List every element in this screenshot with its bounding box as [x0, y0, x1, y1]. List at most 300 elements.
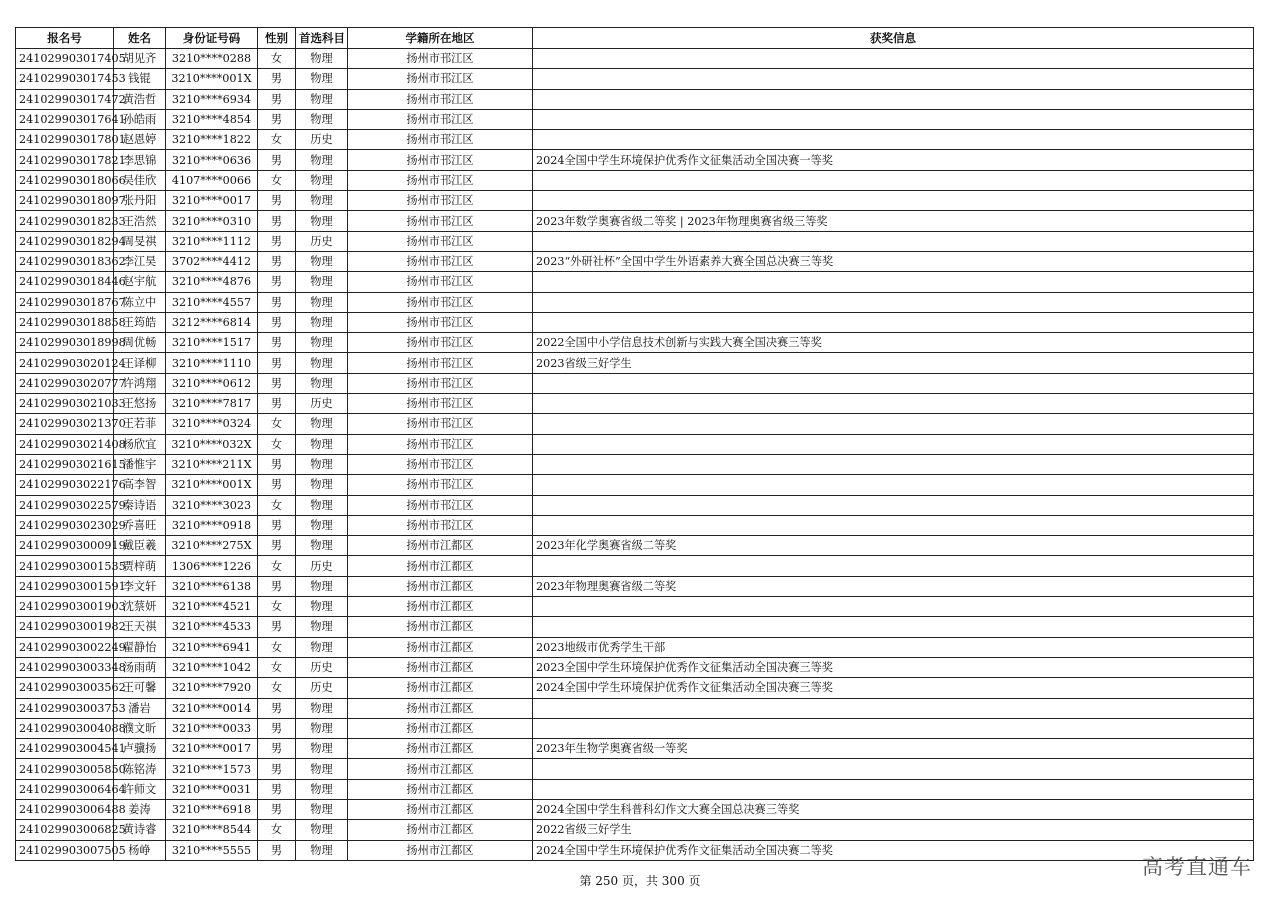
gender-cell: 男 — [258, 799, 296, 819]
name-cell: 戴臣羲 — [114, 536, 166, 556]
table-row — [16, 49, 1254, 69]
gender-cell: 女 — [258, 556, 296, 576]
registration-number-cell: 241029903017801 — [16, 130, 114, 150]
subject-cell: 物理 — [296, 617, 348, 637]
name-cell: 黄诗睿 — [114, 820, 166, 840]
region-cell: 扬州市江都区 — [348, 657, 533, 677]
region-cell: 扬州市邗江区 — [348, 231, 533, 251]
awards-cell: 2023省级三好学生 — [533, 353, 1254, 373]
awards-cell — [533, 698, 1254, 718]
subject-cell: 历史 — [296, 657, 348, 677]
gender-cell: 男 — [258, 576, 296, 596]
name-cell: 许鸿翔 — [114, 373, 166, 393]
region-cell: 扬州市邗江区 — [348, 475, 533, 495]
id-number-cell: 3210****0636 — [166, 150, 258, 170]
gender-cell: 女 — [258, 495, 296, 515]
subject-cell: 历史 — [296, 556, 348, 576]
registration-number-cell: 241029903018294 — [16, 231, 114, 251]
awards-cell — [533, 373, 1254, 393]
id-number-cell: 3210****4876 — [166, 272, 258, 292]
gender-cell: 男 — [258, 69, 296, 89]
registration-number-cell: 241029903021370 — [16, 414, 114, 434]
name-cell: 王筠皓 — [114, 312, 166, 332]
name-cell: 乔喜旺 — [114, 515, 166, 535]
table-row — [16, 576, 1254, 596]
registration-number-cell: 241029903020124 — [16, 353, 114, 373]
subject-cell: 物理 — [296, 576, 348, 596]
region-cell: 扬州市江都区 — [348, 617, 533, 637]
page-footer: 第 250 页，共 300 页 — [579, 874, 701, 888]
table-row — [16, 718, 1254, 738]
name-cell: 王可馨 — [114, 678, 166, 698]
subject-cell: 物理 — [296, 739, 348, 759]
subject-cell: 物理 — [296, 495, 348, 515]
table-row — [16, 150, 1254, 170]
name-cell: 贾梓萌 — [114, 556, 166, 576]
name-cell: 陈立中 — [114, 292, 166, 312]
registration-number-cell: 241029903006464 — [16, 779, 114, 799]
name-cell: 李思锦 — [114, 150, 166, 170]
subject-cell: 历史 — [296, 130, 348, 150]
id-number-cell: 3210****1042 — [166, 657, 258, 677]
awards-cell — [533, 312, 1254, 332]
registration-number-cell: 241029903004541 — [16, 739, 114, 759]
table-row — [16, 333, 1254, 353]
awards-cell: 2022省级三好学生 — [533, 820, 1254, 840]
subject-cell: 物理 — [296, 272, 348, 292]
id-number-cell: 3210****0033 — [166, 718, 258, 738]
region-cell: 扬州市江都区 — [348, 637, 533, 657]
table-row — [16, 840, 1254, 860]
region-cell: 扬州市邗江区 — [348, 130, 533, 150]
id-number-cell: 3210****6138 — [166, 576, 258, 596]
id-number-cell: 3210****0918 — [166, 515, 258, 535]
subject-cell: 物理 — [296, 597, 348, 617]
awards-cell: 2023地级市优秀学生干部 — [533, 637, 1254, 657]
id-number-cell: 3212****6814 — [166, 312, 258, 332]
id-number-cell: 3210****0288 — [166, 49, 258, 69]
gender-cell: 男 — [258, 109, 296, 129]
table-row — [16, 739, 1254, 759]
col-gender-header: 性别 — [258, 28, 296, 49]
awards-cell: 2023年化学奥赛省级二等奖 — [533, 536, 1254, 556]
gender-cell: 男 — [258, 353, 296, 373]
name-cell: 濮文昕 — [114, 718, 166, 738]
id-number-cell: 3210****1822 — [166, 130, 258, 150]
registration-number-cell: 241029903021408 — [16, 434, 114, 454]
id-number-cell: 3210****0324 — [166, 414, 258, 434]
table-row — [16, 231, 1254, 251]
name-cell: 许师文 — [114, 779, 166, 799]
table-row — [16, 779, 1254, 799]
gender-cell: 男 — [258, 373, 296, 393]
region-cell: 扬州市邗江区 — [348, 89, 533, 109]
col-subject-header: 首选科目 — [296, 28, 348, 49]
subject-cell: 物理 — [296, 840, 348, 860]
table-row — [16, 637, 1254, 657]
region-cell: 扬州市江都区 — [348, 556, 533, 576]
name-cell: 赵宇航 — [114, 272, 166, 292]
table-header-row — [16, 28, 1254, 49]
region-cell: 扬州市江都区 — [348, 759, 533, 779]
name-cell: 周旻祺 — [114, 231, 166, 251]
gender-cell: 女 — [258, 49, 296, 69]
region-cell: 扬州市江都区 — [348, 718, 533, 738]
registration-number-cell: 241029903017641 — [16, 109, 114, 129]
subject-cell: 物理 — [296, 799, 348, 819]
awards-cell — [533, 69, 1254, 89]
name-cell: 卢骥扬 — [114, 739, 166, 759]
subject-cell: 物理 — [296, 333, 348, 353]
awards-cell — [533, 454, 1254, 474]
registration-number-cell: 241029903020777 — [16, 373, 114, 393]
registration-number-cell: 241029903006488 — [16, 799, 114, 819]
award-list-table — [15, 27, 1254, 861]
awards-cell — [533, 495, 1254, 515]
name-cell: 李文轩 — [114, 576, 166, 596]
id-number-cell: 3210****7920 — [166, 678, 258, 698]
gender-cell: 男 — [258, 312, 296, 332]
gender-cell: 女 — [258, 678, 296, 698]
id-number-cell: 3210****6934 — [166, 89, 258, 109]
id-number-cell: 3210****8544 — [166, 820, 258, 840]
region-cell: 扬州市邗江区 — [348, 69, 533, 89]
name-cell: 潘岩 — [114, 698, 166, 718]
subject-cell: 物理 — [296, 475, 348, 495]
table-row — [16, 515, 1254, 535]
gender-cell: 女 — [258, 170, 296, 190]
table-row — [16, 495, 1254, 515]
id-number-cell: 3702****4412 — [166, 251, 258, 271]
name-cell: 王悠扬 — [114, 394, 166, 414]
registration-number-cell: 241029903001591 — [16, 576, 114, 596]
gender-cell: 男 — [258, 536, 296, 556]
table-row — [16, 556, 1254, 576]
id-number-cell: 3210****0017 — [166, 739, 258, 759]
awards-cell — [533, 617, 1254, 637]
id-number-cell: 3210****1573 — [166, 759, 258, 779]
id-number-cell: 1306****1226 — [166, 556, 258, 576]
gender-cell: 女 — [258, 414, 296, 434]
region-cell: 扬州市江都区 — [348, 799, 533, 819]
id-number-cell: 4107****0066 — [166, 170, 258, 190]
awards-cell: 2023年生物学奥赛省级一等奖 — [533, 739, 1254, 759]
subject-cell: 物理 — [296, 211, 348, 231]
subject-cell: 物理 — [296, 536, 348, 556]
table-row — [16, 394, 1254, 414]
region-cell: 扬州市邗江区 — [348, 394, 533, 414]
gender-cell: 男 — [258, 840, 296, 860]
subject-cell: 物理 — [296, 89, 348, 109]
name-cell: 黄浩哲 — [114, 89, 166, 109]
awards-cell — [533, 515, 1254, 535]
id-number-cell: 3210****4533 — [166, 617, 258, 637]
id-number-cell: 3210****0031 — [166, 779, 258, 799]
name-cell: 王若菲 — [114, 414, 166, 434]
subject-cell: 物理 — [296, 698, 348, 718]
awards-cell — [533, 89, 1254, 109]
table-row — [16, 109, 1254, 129]
subject-cell: 物理 — [296, 718, 348, 738]
table-row — [16, 759, 1254, 779]
table-row — [16, 211, 1254, 231]
subject-cell: 物理 — [296, 170, 348, 190]
id-number-cell: 3210****275X — [166, 536, 258, 556]
awards-cell: 2022全国中小学信息技术创新与实践大赛全国决赛三等奖 — [533, 333, 1254, 353]
id-number-cell: 3210****001X — [166, 69, 258, 89]
gender-cell: 女 — [258, 657, 296, 677]
gender-cell: 男 — [258, 718, 296, 738]
awards-cell — [533, 109, 1254, 129]
table-row — [16, 454, 1254, 474]
col-name-header: 姓名 — [114, 28, 166, 49]
subject-cell: 物理 — [296, 637, 348, 657]
subject-cell: 物理 — [296, 515, 348, 535]
awards-cell — [533, 779, 1254, 799]
gender-cell: 男 — [258, 454, 296, 474]
subject-cell: 物理 — [296, 251, 348, 271]
region-cell: 扬州市邗江区 — [348, 495, 533, 515]
subject-cell: 物理 — [296, 353, 348, 373]
region-cell: 扬州市邗江区 — [348, 454, 533, 474]
table-row — [16, 69, 1254, 89]
region-cell: 扬州市邗江区 — [348, 272, 533, 292]
awards-cell: 2023“外研社杯”全国中学生外语素养大赛全国总决赛三等奖 — [533, 251, 1254, 271]
name-cell: 高李智 — [114, 475, 166, 495]
registration-number-cell: 241029903018362 — [16, 251, 114, 271]
awards-cell — [533, 556, 1254, 576]
registration-number-cell: 241029903005850 — [16, 759, 114, 779]
gender-cell: 男 — [258, 617, 296, 637]
id-number-cell: 3210****211X — [166, 454, 258, 474]
table-row — [16, 617, 1254, 637]
awards-cell — [533, 272, 1254, 292]
region-cell: 扬州市邗江区 — [348, 312, 533, 332]
registration-number-cell: 241029903023029 — [16, 515, 114, 535]
id-number-cell: 3210****0014 — [166, 698, 258, 718]
subject-cell: 物理 — [296, 312, 348, 332]
awards-cell: 2024全国中学生环境保护优秀作文征集活动全国决赛一等奖 — [533, 150, 1254, 170]
gender-cell: 男 — [258, 89, 296, 109]
subject-cell: 历史 — [296, 678, 348, 698]
watermark-logo: 高考直通车 — [1142, 855, 1252, 879]
id-number-cell: 3210****1517 — [166, 333, 258, 353]
table-row — [16, 657, 1254, 677]
registration-number-cell: 241029903021615 — [16, 454, 114, 474]
table-row — [16, 272, 1254, 292]
registration-number-cell: 241029903004088 — [16, 718, 114, 738]
table-row — [16, 698, 1254, 718]
gender-cell: 男 — [258, 779, 296, 799]
table-row — [16, 536, 1254, 556]
registration-number-cell: 241029903018767 — [16, 292, 114, 312]
registration-number-cell: 241029903003562 — [16, 678, 114, 698]
region-cell: 扬州市邗江区 — [348, 353, 533, 373]
awards-cell: 2024全国中学生科普科幻作文大赛全国总决赛三等奖 — [533, 799, 1254, 819]
table-row — [16, 820, 1254, 840]
region-cell: 扬州市邗江区 — [348, 414, 533, 434]
region-cell: 扬州市邗江区 — [348, 109, 533, 129]
region-cell: 扬州市邗江区 — [348, 515, 533, 535]
registration-number-cell: 241029903001903 — [16, 597, 114, 617]
region-cell: 扬州市邗江区 — [348, 373, 533, 393]
registration-number-cell: 241029903017472 — [16, 89, 114, 109]
region-cell: 扬州市邗江区 — [348, 292, 533, 312]
gender-cell: 女 — [258, 597, 296, 617]
id-number-cell: 3210****4557 — [166, 292, 258, 312]
gender-cell: 男 — [258, 292, 296, 312]
name-cell: 王天祺 — [114, 617, 166, 637]
gender-cell: 男 — [258, 739, 296, 759]
subject-cell: 物理 — [296, 820, 348, 840]
registration-number-cell: 241029903003348 — [16, 657, 114, 677]
subject-cell: 物理 — [296, 434, 348, 454]
id-number-cell: 3210****032X — [166, 434, 258, 454]
awards-cell — [533, 475, 1254, 495]
name-cell: 李江昊 — [114, 251, 166, 271]
name-cell: 杨峥 — [114, 840, 166, 860]
table-row — [16, 130, 1254, 150]
name-cell: 潘惟宇 — [114, 454, 166, 474]
name-cell: 吴佳欣 — [114, 170, 166, 190]
subject-cell: 物理 — [296, 414, 348, 434]
region-cell: 扬州市邗江区 — [348, 434, 533, 454]
table-body — [16, 49, 1254, 861]
table-row — [16, 170, 1254, 190]
gender-cell: 女 — [258, 820, 296, 840]
region-cell: 扬州市江都区 — [348, 698, 533, 718]
table-row — [16, 597, 1254, 617]
table-row — [16, 678, 1254, 698]
gender-cell: 男 — [258, 475, 296, 495]
id-number-cell: 3210****5555 — [166, 840, 258, 860]
gender-cell: 男 — [258, 515, 296, 535]
registration-number-cell: 241029903018858 — [16, 312, 114, 332]
table-row — [16, 799, 1254, 819]
awards-cell — [533, 170, 1254, 190]
subject-cell: 历史 — [296, 231, 348, 251]
awards-cell — [533, 597, 1254, 617]
id-number-cell: 3210****0017 — [166, 191, 258, 211]
awards-cell: 2023全国中学生环境保护优秀作文征集活动全国决赛三等奖 — [533, 657, 1254, 677]
table-row — [16, 414, 1254, 434]
gender-cell: 女 — [258, 637, 296, 657]
region-cell: 扬州市邗江区 — [348, 211, 533, 231]
awards-cell: 2024全国中学生环境保护优秀作文征集活动全国决赛三等奖 — [533, 678, 1254, 698]
awards-cell: 2024全国中学生环境保护优秀作文征集活动全国决赛二等奖 — [533, 840, 1254, 860]
name-cell: 陈铭涛 — [114, 759, 166, 779]
registration-number-cell: 241029903017821 — [16, 150, 114, 170]
region-cell: 扬州市江都区 — [348, 820, 533, 840]
awards-cell — [533, 394, 1254, 414]
name-cell: 姜涛 — [114, 799, 166, 819]
registration-number-cell: 241029903006825 — [16, 820, 114, 840]
gender-cell: 男 — [258, 333, 296, 353]
col-region-header: 学籍所在地区 — [348, 28, 533, 49]
registration-number-cell: 241029903018446 — [16, 272, 114, 292]
subject-cell: 物理 — [296, 69, 348, 89]
gender-cell: 女 — [258, 434, 296, 454]
registration-number-cell: 241029903018233 — [16, 211, 114, 231]
subject-cell: 物理 — [296, 373, 348, 393]
gender-cell: 男 — [258, 211, 296, 231]
region-cell: 扬州市邗江区 — [348, 251, 533, 271]
registration-number-cell: 241029903017453 — [16, 69, 114, 89]
table-row — [16, 191, 1254, 211]
table-row — [16, 434, 1254, 454]
registration-number-cell: 241029903001982 — [16, 617, 114, 637]
id-number-cell: 3210****4854 — [166, 109, 258, 129]
id-number-cell: 3210****6941 — [166, 637, 258, 657]
registration-number-cell: 241029903018998 — [16, 333, 114, 353]
table-row — [16, 475, 1254, 495]
table-row — [16, 312, 1254, 332]
region-cell: 扬州市江都区 — [348, 840, 533, 860]
table-row — [16, 292, 1254, 312]
gender-cell: 男 — [258, 150, 296, 170]
col-registration-number-header: 报名号 — [16, 28, 114, 49]
gender-cell: 男 — [258, 698, 296, 718]
region-cell: 扬州市江都区 — [348, 597, 533, 617]
name-cell: 汤雨萌 — [114, 657, 166, 677]
col-awards-header: 获奖信息 — [533, 28, 1254, 49]
subject-cell: 历史 — [296, 394, 348, 414]
subject-cell: 物理 — [296, 292, 348, 312]
awards-cell: 2023年物理奥赛省级二等奖 — [533, 576, 1254, 596]
name-cell: 孙皓雨 — [114, 109, 166, 129]
awards-cell — [533, 130, 1254, 150]
subject-cell: 物理 — [296, 454, 348, 474]
table-row — [16, 353, 1254, 373]
name-cell: 杨欣宜 — [114, 434, 166, 454]
registration-number-cell: 241029903017405 — [16, 49, 114, 69]
id-number-cell: 3210****001X — [166, 475, 258, 495]
name-cell: 沈蔡妍 — [114, 597, 166, 617]
region-cell: 扬州市邗江区 — [348, 333, 533, 353]
registration-number-cell: 241029903003753 — [16, 698, 114, 718]
name-cell: 秦诗语 — [114, 495, 166, 515]
gender-cell: 男 — [258, 191, 296, 211]
gender-cell: 男 — [258, 251, 296, 271]
id-number-cell: 3210****3023 — [166, 495, 258, 515]
subject-cell: 物理 — [296, 109, 348, 129]
registration-number-cell: 241029903022579 — [16, 495, 114, 515]
region-cell: 扬州市邗江区 — [348, 191, 533, 211]
awards-cell — [533, 414, 1254, 434]
registration-number-cell: 241029903021033 — [16, 394, 114, 414]
id-number-cell: 3210****6918 — [166, 799, 258, 819]
id-number-cell: 3210****0612 — [166, 373, 258, 393]
col-id-number-header: 身份证号码 — [166, 28, 258, 49]
name-cell: 翟静怡 — [114, 637, 166, 657]
name-cell: 王浩然 — [114, 211, 166, 231]
awards-cell — [533, 49, 1254, 69]
region-cell: 扬州市邗江区 — [348, 49, 533, 69]
name-cell: 钱锟 — [114, 69, 166, 89]
id-number-cell: 3210****7817 — [166, 394, 258, 414]
gender-cell: 女 — [258, 130, 296, 150]
gender-cell: 男 — [258, 272, 296, 292]
id-number-cell: 3210****4521 — [166, 597, 258, 617]
subject-cell: 物理 — [296, 191, 348, 211]
registration-number-cell: 241029903002249 — [16, 637, 114, 657]
awards-cell — [533, 292, 1254, 312]
name-cell: 王译柳 — [114, 353, 166, 373]
name-cell: 赵恩婷 — [114, 130, 166, 150]
awards-cell — [533, 434, 1254, 454]
registration-number-cell: 241029903000919 — [16, 536, 114, 556]
registration-number-cell: 241029903018097 — [16, 191, 114, 211]
